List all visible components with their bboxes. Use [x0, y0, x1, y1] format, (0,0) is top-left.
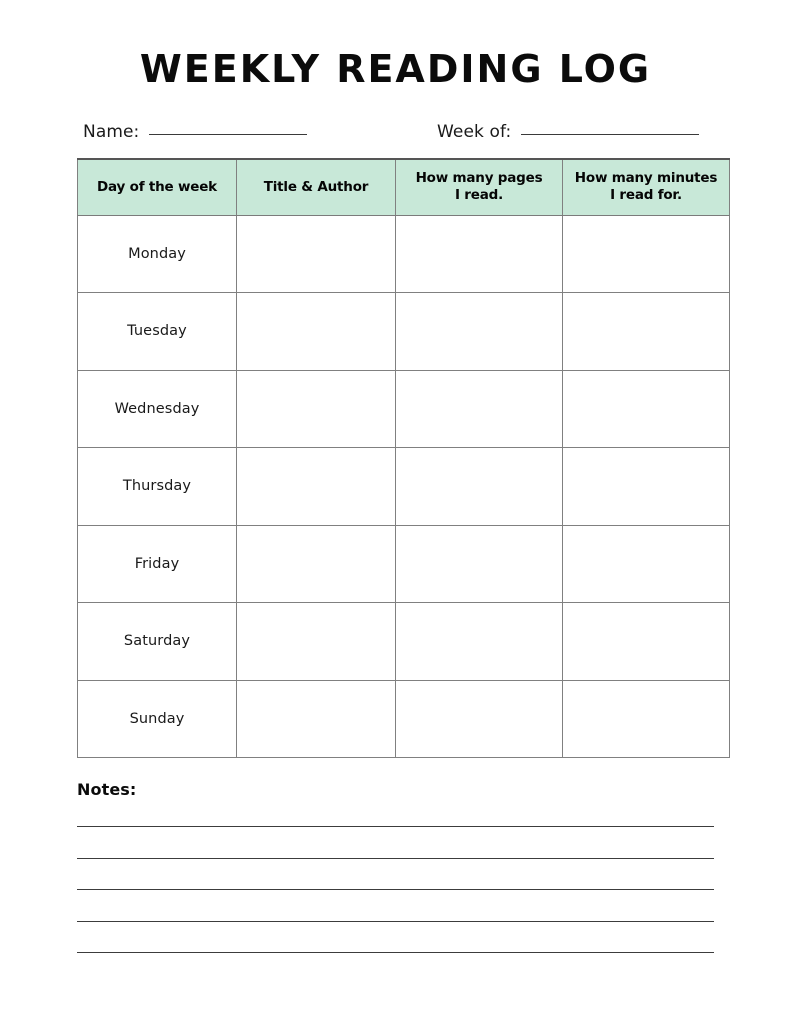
title-author-cell-tuesday[interactable] — [237, 293, 396, 371]
notes-line[interactable] — [77, 921, 714, 922]
column-header-minutes-line1: How many minutes — [574, 170, 718, 187]
name-label: Name: — [83, 122, 140, 142]
field-row — [77, 122, 729, 148]
table-header-row — [78, 159, 730, 215]
notes-line[interactable] — [77, 826, 714, 827]
reading-log-table — [77, 158, 730, 758]
title-author-cell-monday[interactable] — [237, 215, 396, 293]
table-row — [78, 293, 730, 371]
pages-cell-monday[interactable] — [396, 215, 563, 293]
pages-cell-thursday[interactable] — [396, 448, 563, 526]
day-cell-saturday: Saturday — [78, 603, 237, 681]
table-row — [78, 215, 730, 293]
minutes-cell-sunday[interactable] — [563, 680, 730, 758]
week-of-input[interactable] — [521, 134, 699, 135]
column-header-title-author — [237, 159, 396, 215]
day-cell-thursday: Thursday — [78, 448, 237, 526]
pages-cell-tuesday[interactable] — [396, 293, 563, 371]
column-header-pages — [396, 159, 563, 215]
minutes-cell-tuesday[interactable] — [563, 293, 730, 371]
pages-cell-saturday[interactable] — [396, 603, 563, 681]
notes-label: Notes: — [77, 780, 137, 799]
name-input[interactable] — [149, 134, 307, 135]
table-row — [78, 603, 730, 681]
title-author-cell-sunday[interactable] — [237, 680, 396, 758]
day-cell-friday: Friday — [78, 525, 237, 603]
week-of-field-group — [437, 122, 699, 142]
pages-cell-wednesday[interactable] — [396, 370, 563, 448]
reading-log-table-wrapper — [77, 158, 729, 758]
title-author-cell-friday[interactable] — [237, 525, 396, 603]
notes-lines — [77, 826, 714, 984]
day-cell-tuesday: Tuesday — [78, 293, 237, 371]
week-of-label: Week of: — [437, 122, 512, 142]
column-header-minutes — [563, 159, 730, 215]
column-header-pages-line2: I read. — [454, 187, 504, 204]
column-header-day — [78, 159, 237, 215]
name-field-group — [83, 122, 307, 142]
column-header-title-author-line1: Title & Author — [263, 178, 369, 195]
title-author-cell-wednesday[interactable] — [237, 370, 396, 448]
notes-line[interactable] — [77, 889, 714, 890]
table-row — [78, 370, 730, 448]
page-title: WEEKLY READING LOG — [139, 47, 652, 91]
day-cell-monday: Monday — [78, 215, 237, 293]
day-cell-wednesday: Wednesday — [78, 370, 237, 448]
pages-cell-sunday[interactable] — [396, 680, 563, 758]
day-cell-sunday: Sunday — [78, 680, 237, 758]
minutes-cell-saturday[interactable] — [563, 603, 730, 681]
minutes-cell-friday[interactable] — [563, 525, 730, 603]
minutes-cell-thursday[interactable] — [563, 448, 730, 526]
minutes-cell-wednesday[interactable] — [563, 370, 730, 448]
column-header-minutes-line2: I read for. — [610, 187, 682, 204]
notes-line[interactable] — [77, 858, 714, 859]
title-author-cell-saturday[interactable] — [237, 603, 396, 681]
title-author-cell-thursday[interactable] — [237, 448, 396, 526]
table-row — [78, 525, 730, 603]
notes-line[interactable] — [77, 952, 714, 953]
table-row — [78, 448, 730, 526]
table-row — [78, 680, 730, 758]
table-body — [78, 215, 730, 758]
table-header — [78, 159, 730, 215]
column-header-pages-line1: How many pages — [415, 170, 543, 187]
minutes-cell-monday[interactable] — [563, 215, 730, 293]
pages-cell-friday[interactable] — [396, 525, 563, 603]
column-header-day-line1: Day of the week — [97, 178, 217, 195]
